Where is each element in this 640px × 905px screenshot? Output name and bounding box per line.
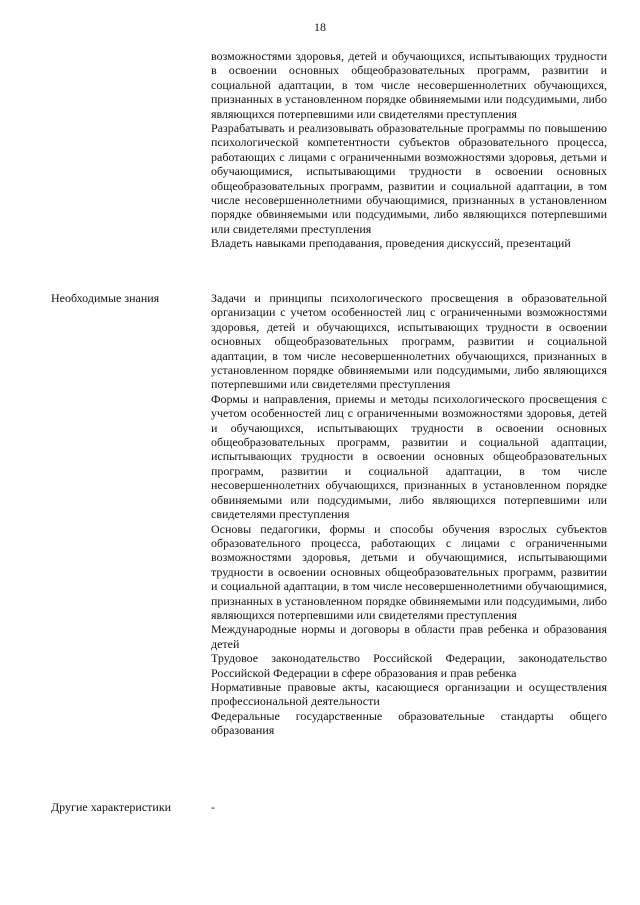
- skills-content: [211, 49, 607, 251]
- knowledge-paragraph: Международные нормы и договоры в области прав ребенка и образования детей: [211, 622, 607, 651]
- page-number: 18: [314, 20, 326, 34]
- knowledge-paragraph: Основы педагогики, формы и способы обучения взрослых субъектов образовательного процесса, работающих с лицами с ограниченными возможностями здоровья, детьми и обучающимися, испытывающими трудности в освоении основных общеобразовательных программ, развитии и социальной адаптации, в том числе несовершеннолетними обучающимися, признанных в установленном порядке обвиняемыми или подсудимыми, либо являющихся потерпевшими или свидетелями преступления: [211, 521, 607, 622]
- knowledge-paragraph: Нормативные правовые акты, касающиеся организации и осуществления профессиональной деятельности: [211, 679, 607, 709]
- knowledge-content: [211, 291, 607, 738]
- other-characteristics-value: -: [211, 800, 215, 814]
- other-characteristics-label: Другие характеристики: [51, 800, 172, 814]
- skill-paragraph: Разрабатывать и реализовывать образовательные программы по повышению психологической компетентности субъектов образовательного процесса, работающих с лицами с ограниченными возможностями здоровья, детьми и обучающимися, испытывающими трудности в освоении основных общеобразовательных программ, развитии и социальной адаптации, в том числе несовершеннолетними обучающимися, признанных в установленном порядке обвиняемыми или подсудимыми, либо являющихся потерпевшими или свидетелями преступления: [211, 121, 607, 236]
- knowledge-paragraph: Задачи и принципы психологического просвещения в образовательной организации с учетом особенностей лиц с ограниченными возможностями здоровья, детей и обучающихся, испытывающих трудности в освоении основных общеобразовательных программ, развитии и социальной адаптации, в том числе несовершеннолетних обучающихся, признанных в установленном порядке обвиняемыми или подсудимыми, либо являющихся потерпевшими или свидетелями преступления: [211, 291, 607, 392]
- knowledge-paragraph: Формы и направления, приемы и методы психологического просвещения с учетом особенностей лиц с ограниченными возможностями здоровья, детей и обучающихся, испытывающих трудности в освоении основных общеобразовательных программ, развитии и социальной адаптации, испытывающих трудности в освоении основных общеобразовательных программ, развитии и социальной адаптации, в том числе несовершеннолетних обучающихся, признанных в установленном порядке обвиняемыми или подсудимыми, либо являющихся потерпевшими или свидетелями преступления: [211, 391, 607, 522]
- knowledge-label: Необходимые знания: [51, 291, 160, 305]
- knowledge-paragraph: Федеральные государственные образовательные стандарты общего образования: [211, 708, 607, 738]
- other-characteristics-content: [211, 800, 607, 814]
- skill-paragraph: возможностями здоровья, детей и обучающихся, испытывающих трудности в освоении основных общеобразовательных программ, развитии и социальной адаптации, в том числе несовершеннолетних обучающихся, признанных в установленном порядке обвиняемыми или подсудимыми, либо являющихся потерпевшими или свидетелями преступления: [211, 49, 607, 121]
- knowledge-paragraph: Трудовое законодательство Российской Федерации, законодательство Российской Федерации в сфере образования и прав ребенка: [211, 651, 607, 680]
- skill-paragraph: Владеть навыками преподавания, проведения дискуссий, презентаций: [211, 236, 571, 251]
